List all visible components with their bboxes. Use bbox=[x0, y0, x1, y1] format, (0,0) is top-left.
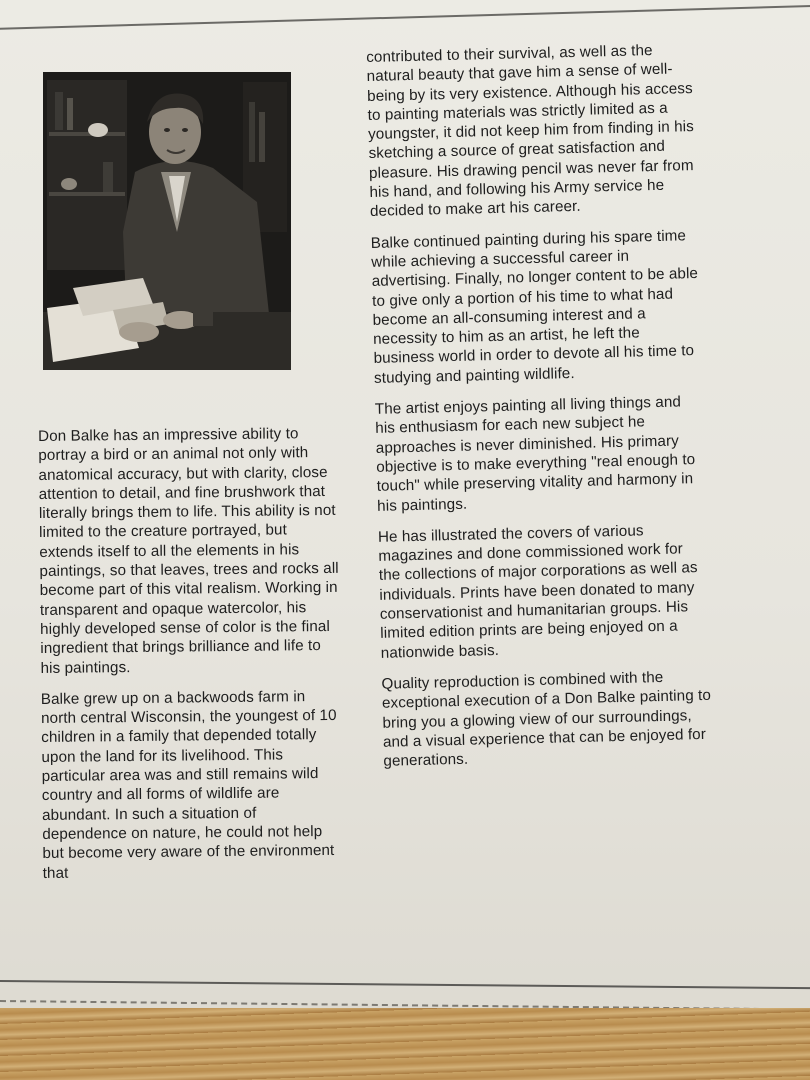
right-paragraph: contributed to their survival, as well as the natural beauty that gave him a sense of well-being by its very existence. Although his access to painting materials was strictly limited as a youngster, it did not keep him from finding in his sketching a source of great satisfaction and pleasure. His drawing pencil was never far from his hand, and following his Army service he decided to make art his career. bbox=[366, 42, 695, 221]
left-text-column bbox=[38, 424, 343, 895]
left-paragraph: Don Balke has an impressive ability to portray a bird or an animal not only with anatomical accuracy, but with clarity, close attention to detail, and fine brushwork that literally brings them to life. This ability is not limited to the creature portrayed, but extends itself to all the elements in his paintings, so that leaves, trees and rocks all become part of this vital realism. Working in transparent and opaque watercolor, his highly developed sense of color is the final ingredient that brings brilliance and life to his paintings. bbox=[38, 425, 339, 677]
artist-portrait-photo bbox=[43, 72, 291, 370]
right-text-column bbox=[366, 40, 714, 783]
wooden-table-surface bbox=[0, 1008, 810, 1080]
right-paragraph: Balke continued painting during his spare time while achieving a successful career in advertising. Finally, no longer content to be able to give only a portion of his time to what had become an all-consuming interest and a necessity to him as an artist, he left the business world in order to devote all his time to studying and painting wildlife. bbox=[370, 226, 699, 387]
bottom-rule bbox=[0, 980, 810, 989]
right-paragraph: The artist enjoys painting all living things and his enthusiasm for each new subject he approaches is never diminished. His primary objective is to make everything "real enough to touch" while preserving vitality and harmony in his paintings. bbox=[374, 393, 696, 515]
right-paragraph: Quality reproduction is combined with the exceptional execution of a Don Balke painting to bring you a glowing view of our surroundings, and a visual experience that can be enjoyed for generations. bbox=[381, 668, 712, 770]
left-paragraph: Balke grew up on a backwoods farm in north central Wisconsin, the youngest of 10 children in a family that depended totally upon the land for its livelihood. This particular area was and still remains wild country and all forms of wildlife are abundant. In such a situation of dependence on nature, he could not help but become very aware of the environment that bbox=[40, 688, 337, 882]
right-paragraph: He has illustrated the covers of various magazines and done commissioned work for the collections of major corporations as well as individuals. Prints have been donated to many conservationist and humanitarian groups. His limited edition prints are being enjoyed on a nationwide basis. bbox=[377, 522, 698, 662]
artist-portrait-illustration bbox=[43, 72, 291, 370]
